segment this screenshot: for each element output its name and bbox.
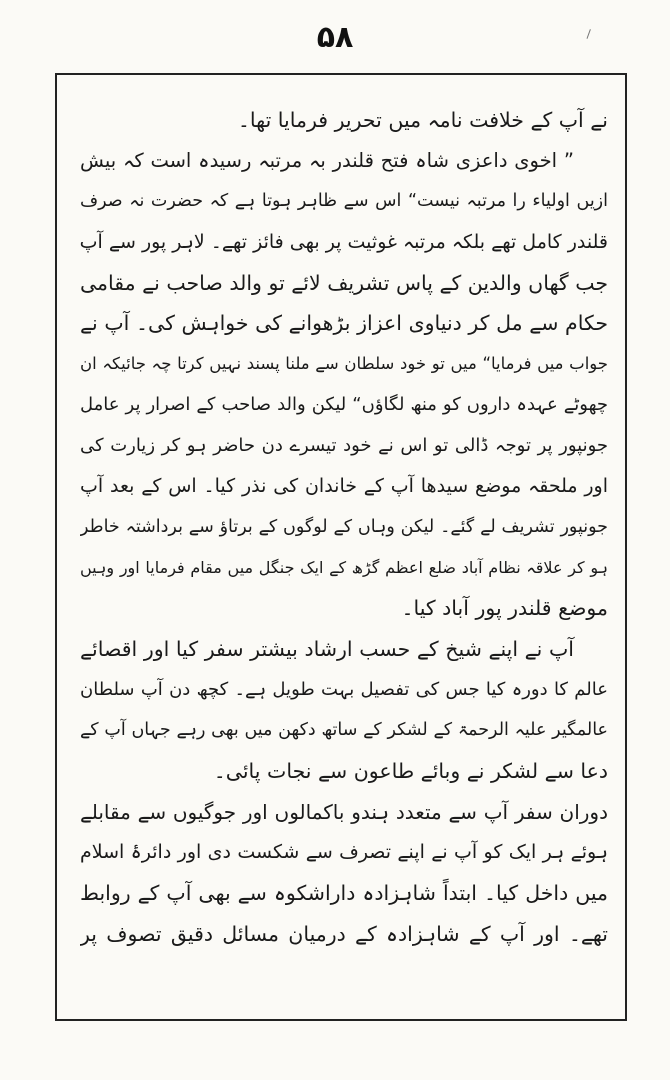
text-line: اور ملحقہ موضع سیدھا آپ کے خاندان کی نذر کیا۔ اس کے بعد آپ (80, 475, 608, 498)
text-line: ازیں اولیاء را مرتبہ نیست“ اس سے ظاہر ہوتا ہے کہ حضرت نہ صرف (80, 191, 608, 212)
text-line: چھوٹے عہدہ داروں کو منھ لگاؤں“ لیکن والد صاحب کے اصرار پر عامل (80, 393, 608, 415)
text-line: آپ نے اپنے شیخ کے حسب ارشاد بیشتر سفر کیا اور اقصائے (80, 636, 574, 661)
text-line: جب گھاں والدین کے پاس تشریف لائے تو والد صاحب نے مقامی (80, 270, 608, 295)
text-line: حکام سے مل کر دنیاوی اعزاز بڑھوانے کی خواہش کی۔ آپ نے (80, 311, 608, 336)
text-line: دوران سفر آپ سے متعدد ہندو باکمالوں اور جوگیوں سے مقابلے (80, 799, 608, 824)
page-body-text (80, 100, 608, 954)
text-line: عالمگیر علیہ الرحمۃ کے لشکر کے ساتھ دکھن میں بھی رہے جہاں آپ کے (80, 720, 608, 741)
text-line: نے آپ کے خلافت نامہ میں تحریر فرمایا تھا۔ (237, 108, 608, 132)
text-line: جونپور پر توجہ ڈالی تو اس نے خود تیسرے دن حاضر ہو کر زیارت کی (80, 434, 608, 456)
text-line: ہوئے ہر ایک کو آپ نے اپنے تصرف سے شکست دی اور دائرۂ اسلام (80, 841, 608, 864)
text-line: قلندر کامل تھے بلکہ مرتبہ غوثیت پر بھی فائز تھے۔ لاہر پور سے آپ (80, 231, 608, 254)
text-line: تھے۔ اور آپ کے شاہزادہ کے درمیان مسائل دقیق تصوف پر (80, 921, 608, 946)
text-line: ” اخوی داعزی شاہ فتح قلندر بہ مرتبہ رسیدہ است کہ بیش (80, 148, 574, 172)
text-line: جونپور تشریف لے گئے۔ لیکن وہاں کے لوگوں کے برتاؤ سے برداشتہ خاطر (80, 516, 608, 537)
text-line: عالم کا دورہ کیا جس کی تفصیل بہت طویل ہے۔ کچھ دن آپ سلطان (80, 678, 608, 700)
text-line: جواب میں فرمایا“ میں تو خود سلطان سے ملنا پسند نہیں کرتا چہ جائیکہ ان (80, 354, 608, 374)
text-line: میں داخل کیا۔ ابتداً شاہزادہ داراشکوہ سے بھی آپ کے روابط (80, 881, 608, 906)
page-number: ۵۸ (316, 20, 354, 55)
text-line: موضع قلندر پور آباد کیا۔ (401, 596, 608, 621)
text-line: ہو کر علاقہ نظام آباد ضلع اعظم گڑھ کے ایک جنگل میں مقام فرمایا اور وہیں (80, 557, 608, 577)
text-line: دعا سے لشکر نے وبائے طاعون سے نجات پائی۔ (213, 759, 608, 783)
